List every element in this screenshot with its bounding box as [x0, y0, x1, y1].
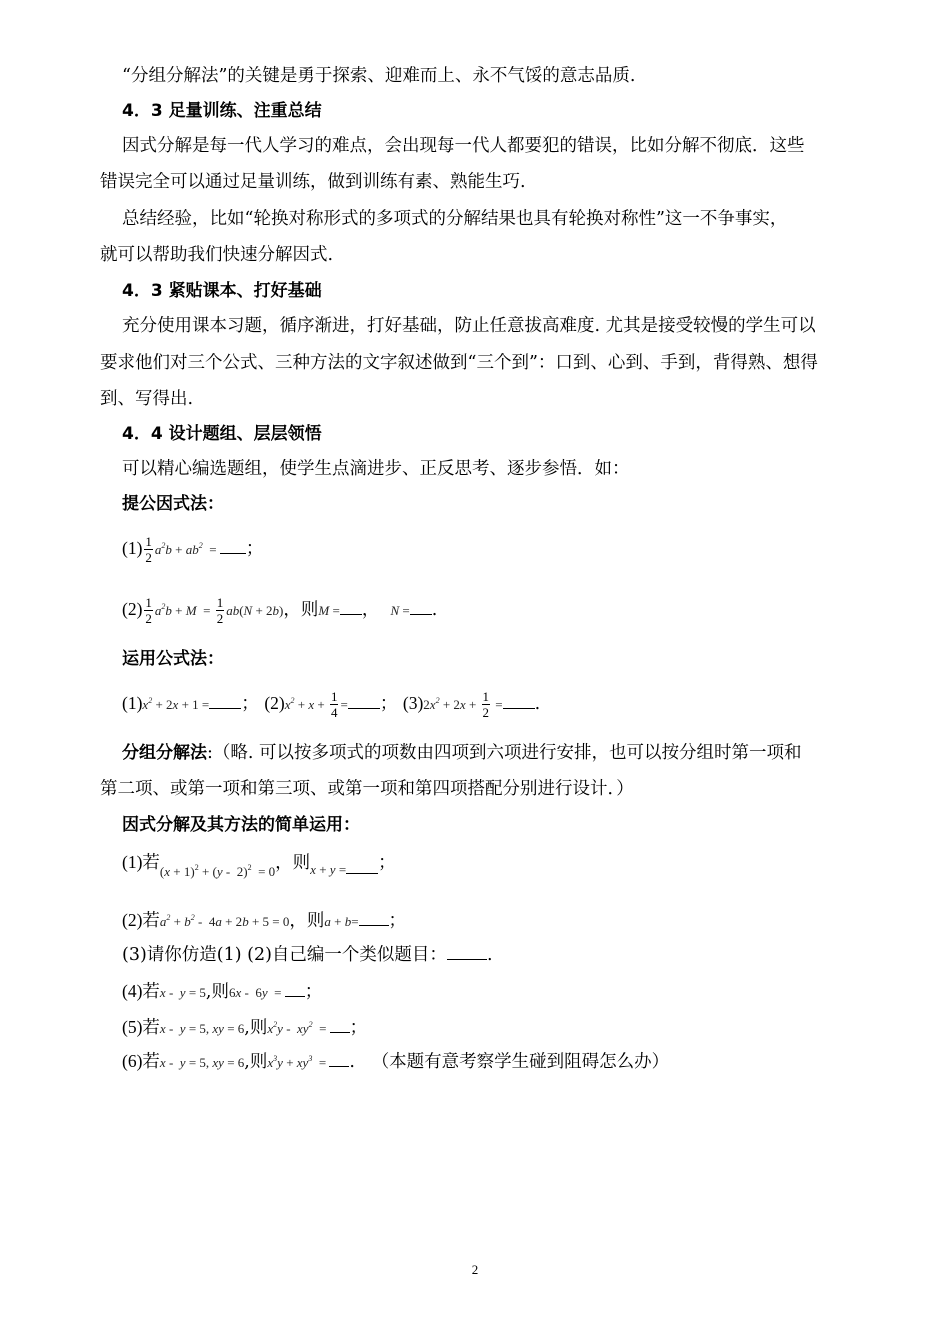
- answer-blank[interactable]: [359, 909, 389, 926]
- problem-application-4: (4)若x - y = 5,则6x - 6y = ；: [122, 981, 323, 1002]
- problem-common-factor-1: (1) $\frac{1}{2}$ $a^2b + ab^2$ = ；: [122, 534, 264, 565]
- fraction-one-half: $\frac{1}{2}$: [482, 689, 490, 720]
- paragraph-line: 到、写得出.: [100, 389, 194, 409]
- fraction-one-half: $\frac{1}{2}$: [145, 595, 152, 626]
- answer-blank[interactable]: [330, 1016, 350, 1033]
- answer-blank[interactable]: [346, 857, 378, 874]
- answer-blank[interactable]: [340, 598, 362, 615]
- paragraph-line: 总结经验，比如“轮换对称形式的多项式的分解结果也具有轮换对称性”这一不争事实，: [122, 209, 788, 229]
- subheading-common-factor: 提公因式法：: [122, 494, 224, 514]
- answer-blank[interactable]: [285, 980, 305, 997]
- fraction-one-quarter: $\frac{1}{4}$: [330, 689, 338, 720]
- answer-blank[interactable]: [447, 943, 487, 960]
- problem-note: （本题有意考察学生碰到阻碍怎么办）: [371, 1052, 670, 1072]
- problem-common-factor-2: (2) $\frac{1}{2}$ $a^2b + M$ = $\frac{1}{2}$ ab(N + 2b)，则M = ， N = .: [122, 595, 438, 626]
- problem-application-5: (5)若x - y = 5, xy = 6,则$x^2y - xy^2$ = ；: [122, 1017, 368, 1038]
- answer-blank[interactable]: [410, 598, 432, 615]
- heading-4-4-problem-sets: 4．4 设计题组、层层领悟: [122, 424, 322, 444]
- answer-blank[interactable]: [209, 692, 241, 709]
- problem-application-1: (1)若$(x + 1)^2 + (y - 2)^2 = 0$，则x + y = ；: [122, 852, 396, 879]
- problem-application-2: (2)若$a^2 + b^2 - 4a + 2b + 5 = 0$，则a + b= ；: [122, 910, 407, 931]
- heading-4-3-textbook: 4．3 紧贴课本、打好基础: [122, 281, 322, 301]
- paragraph-line: 就可以帮助我们快速分解因式.: [100, 245, 334, 265]
- answer-blank[interactable]: [220, 537, 246, 554]
- subheading-simple-applications: 因式分解及其方法的简单运用：: [122, 815, 360, 835]
- paragraph-line: 充分使用课本习题，循序渐进，打好基础，防止任意拔高难度. 尤其是接受较慢的学生可以: [122, 316, 816, 336]
- paragraph-grouping-key: “分组分解法”的关键是勇于探索、迎难而上、永不气馁的意志品质.: [122, 66, 636, 86]
- paragraph-line: 可以精心编选题组，使学生点滴进步、正反思考、逐步参悟．如：: [122, 459, 630, 479]
- page-number: 2: [471, 1262, 479, 1277]
- paragraph-line: 要求他们对三个公式、三种方法的文字叙述做到“三个到”：口到、心到、手到，背得熟、想得: [100, 353, 818, 373]
- answer-blank[interactable]: [348, 692, 380, 709]
- paragraph-line: 错误完全可以通过足量训练，做到训练有素、熟能生巧.: [100, 172, 526, 192]
- grouping-method-line: 分组分解法:（略. 可以按多项式的项数由四项到六项进行安排，也可以按分组时第一项和: [122, 743, 802, 763]
- fraction-one-half: $\frac{1}{2}$: [145, 534, 152, 565]
- answer-blank[interactable]: [503, 692, 535, 709]
- problem-formula-row: $(1)x^2 + 2x + 1$ = ； $(2)x^2 + x$ + $\frac{1}{4}$ = ； $(3)2x^2 + 2x$ + $\frac{1}{2}$ = .: [122, 689, 541, 720]
- fraction-one-half: $\frac{1}{2}$: [216, 595, 224, 626]
- answer-blank[interactable]: [329, 1050, 349, 1067]
- problem-application-6: (6)若x - y = 5, xy = 6,则$x^3y + xy^3$ = . （本题有意考察学生碰到阻碍怎么办）: [122, 1051, 670, 1072]
- paragraph-line: 第二项、或第一项和第三项、或第一项和第四项搭配分别进行设计．）: [100, 779, 634, 799]
- heading-4-3-practice: 4．3 足量训练、注重总结: [122, 101, 322, 121]
- paragraph-line: 因式分解是每一代人学习的难点，会出现每一代人都要犯的错误，比如分解不彻底．这些: [122, 136, 805, 156]
- problem-application-3: (3)请你仿造(1) (2)自己编一个类似题目： .: [122, 945, 493, 965]
- subheading-formula-method: 运用公式法：: [122, 649, 224, 669]
